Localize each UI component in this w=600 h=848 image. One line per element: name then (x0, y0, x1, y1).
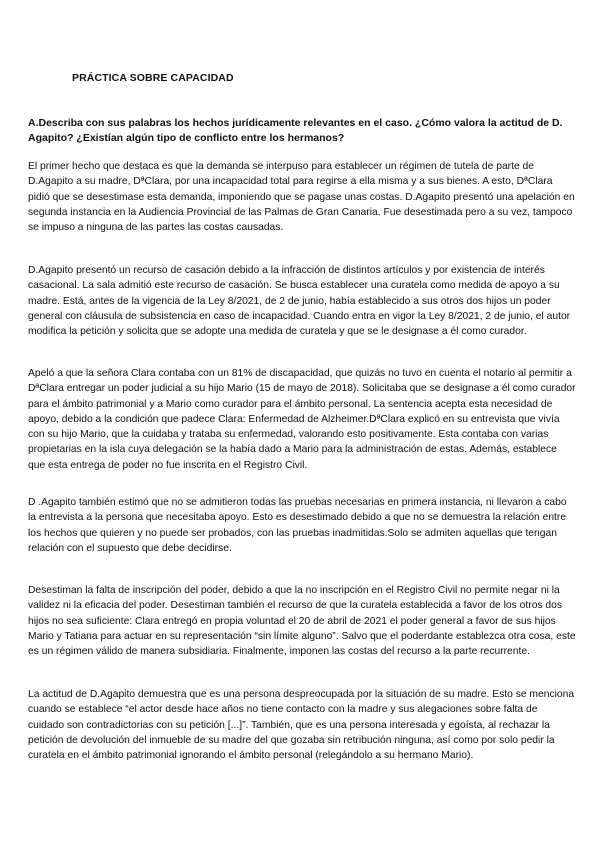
paragraph-3: Apeló a que la señora Clara contaba con un 81% de discapacidad, que quizás no tuvo en cuenta el notario al permitir a DªClara entregar un poder judicial a su hijo Mario (15 de mayo de 2018). Solicitaba que se designase a él como curador para el ámbito patrimonial y a Mario como curador para el ámbito personal. La sentencia acepta esta necesidad de apoyo, debido a la condición que padece Clara: Enfermedad de Alzheimer.DªClara explicó en su entrevista que vivía con su hijo Mario, que la cuidaba y trataba su enfermedad, valorando esto positivamente. Esta contaba con varias propietarias en la isla cuya delegación se la había dado a Mario para la administración de estas. Además, establece que esta entrega de poder no fue inscrita en el Registro Civil. (28, 368, 576, 471)
paragraph-5: Desestiman la falta de inscripción del poder, debido a que la no inscripción en el Registro Civil no permite negar ni la validez ni la eficacia del poder. Desestiman también el recurso de que la curatela establecida a favor de los otros dos hijos no sea suficiente: Clara entregó en propia voluntad el 20 de abril de 2021 el poder general a favor de sus hijos Mario y Tatiana para actuar en su representación “sin límite alguno”. Salvo que el poderdante establezca otra cosa, este es un régimen válido de manera subsidiaria. Finalmente, imponen las costas del recurso a la parte recurrente. (28, 585, 576, 658)
question-heading: A.Describa con sus palabras los hechos jurídicamente relevantes en el caso. ¿Cómo valora la actitud de D. Agapito? ¿Existían algún tipo de conflicto entre los hermanos? (28, 117, 563, 144)
paragraph-6: La actitud de D.Agapito demuestra que es una persona despreocupada por la situación de su madre. Esto se menciona cuando se establece “el actor desde hace años no tiene contacto con la madre y sus alegaciones sobre falta de cuidado son contradictorias con su petición [...]”. También, que es una persona interesada y egoísta, al rechazar la petición de devolución del inmueble de su madre del que gozaba sin retribución ninguna, así como por solo pedir la curatela en el ámbito patrimonial ignorando el ámbito personal (relegándolo a su hermano Mario). (28, 689, 575, 762)
paragraph-2: D.Agapito presentó un recurso de casación debido a la infracción de distintos artículos y por existencia de interés casacional. La sala admitió este recurso de casación. Se busca establecer una curatela como medida de apoyo a su madre. Está, antes de la vigencia de la Ley 8/2021, de 2 de junio, había establecido a sus otros dos hijos un poder general con cláusula de subsistencia en caso de incapacidad. Cuando entra en vigor la Ley 8/2021, 2 de junio, el autor modifica la petición y solicita que se adopte una medida de curatela y que se le designase a él como curador. (28, 265, 571, 338)
paragraph-1: El primer hecho que destaca es que la demanda se interpuso para establecer un régimen de tutela de parte de D.Agapito a su madre, DªClara, por una incapacidad total para regirse a ella misma y a sus bienes. A esto, DªClara pidió que se desestimase esta demanda, imponiendo que se pagase unas costas. D.Agapito presentó una apelación en segunda instancia en la Audiencia Provincial de las Palmas de Gran Canaria. Fue desestimada pero a su vez, tampoco se impuso a ninguna de las partes las costas causadas. (28, 161, 575, 234)
page-title: PRÁCTICA SOBRE CAPACIDAD (72, 72, 234, 84)
paragraph-4: D .Agapito también estimó que no se admitieron todas las pruebas necesarias en primera instancia, ni llevaron a cabo la entrevista a la persona que necesitaba apoyo. Esto es desestimado debido a que no se demuestra la relación entre los hechos que quieren y no puede ser probados, con las pruebas inadmitidas.Solo se admiten aquellas que tengan relación con el supuesto que debe decidirse. (28, 497, 567, 554)
